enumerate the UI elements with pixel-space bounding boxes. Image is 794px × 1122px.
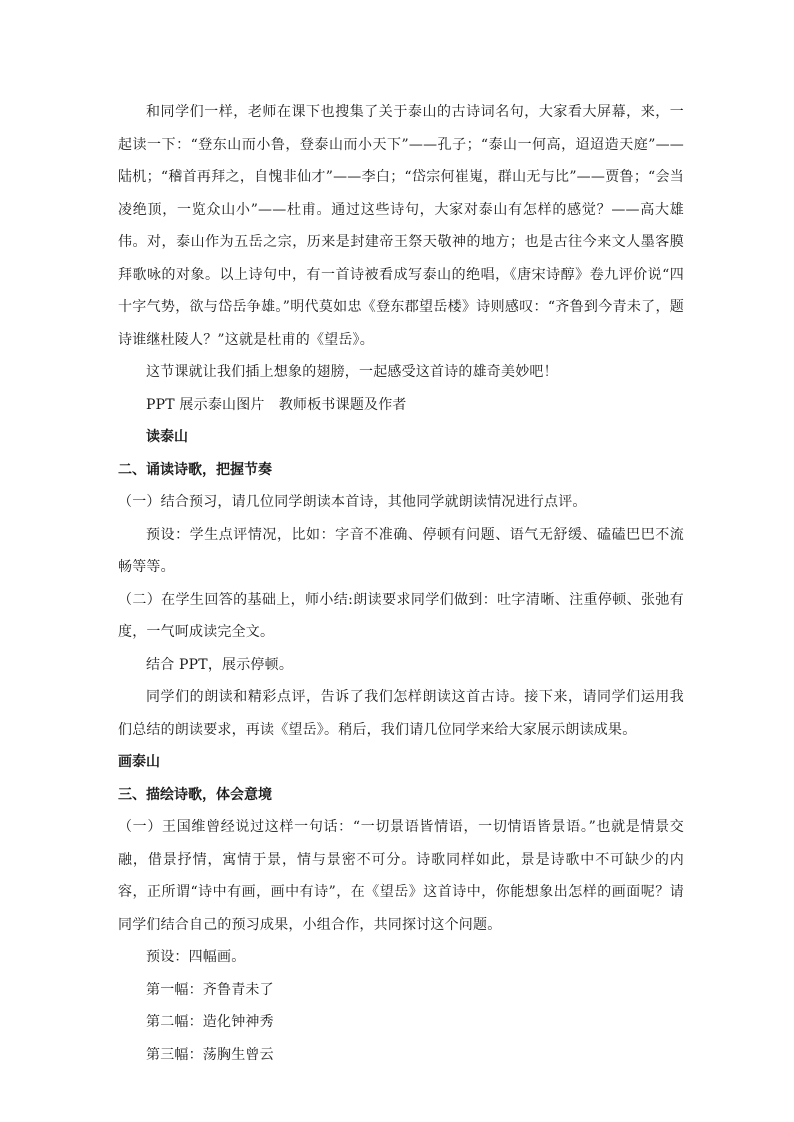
paint-item-1: （一）王国维曾经说过这样一句话：“一切景语皆情语，一切情语皆景语。”也就是情景交融，借景抒情，寓情于景，情与景密不可分。诗歌同样如此，景是诗歌中不可缺少的内容，正所谓“诗中有画，画中有诗”，在《望岳》这首诗中，你能想象出怎样的画面呢？请同学们结合自己的预习成果，小组合作，共同探讨这个问题。 [118, 819, 684, 933]
section-heading-read: 二、诵读诗歌，把握节奏 [118, 461, 272, 478]
read-item-1: （一）结合预习，请几位同学朗读本首诗，其他同学就朗读情况进行点评。 [118, 494, 587, 510]
read-preset-1: 预设：学生点评情况，比如：字音不准确、停顿有问题、语气无舒缓、磕磕巴巴不流畅等等。 [118, 526, 684, 575]
read-summary: 同学们的朗读和精彩点评，告诉了我们怎样朗读这首古诗。接下来，请同学们运用我们总结的朗读要求，再读《望岳》。稍后，我们请几位同学来给大家展示朗读成果。 [118, 689, 684, 738]
paint-frame-2: 第二幅：造化钟神秀 [146, 1014, 274, 1030]
read-item-2: （二）在学生回答的基础上，师小结:朗读要求同学们做到：吐字清晰、注重停顿、张弛有度，一气呵成读完全文。 [118, 591, 684, 640]
section-label-read: 读泰山 [146, 429, 188, 445]
wings-paragraph: 这节课就让我们插上想象的翅膀，一起感受这首诗的雄奇美妙吧！ [146, 364, 558, 380]
paint-frame-1: 第一幅：齐鲁青未了 [146, 981, 274, 998]
ppt-note: PPT 展示泰山图片 教师板书课题及作者 [146, 396, 407, 413]
intro-paragraph: 和同学们一样，老师在课下也搜集了关于泰山的古诗词名句，大家看大屏幕，来，一起读一下：“登东山而小鲁，登泰山而小天下”——孔子；“泰山一何高，迢迢造天庭”——陆机；“稽首再拜之，自愧非仙才”——李白；“岱宗何崔嵬，群山无与比”——贾鲁；“会当凌绝顶，一览众山小”——杜甫。通过这些诗句，大家对泰山有怎样的感觉？——高大雄伟。对，泰山作为五岳之宗，历来是封建帝王祭天敬神的地方；也是古往今来文人墨客膜拜歌咏的对象。以上诗句中，有一首诗被看成写泰山的绝唱，《唐宋诗醇》卷九评价说“四十字气势，欲与岱岳争雄。”明代莫如忠《登东郡望岳楼》诗则感叹：“齐鲁到今青未了，题诗谁继杜陵人？”这就是杜甫的《望岳》。 [118, 104, 684, 348]
document-body [118, 96, 684, 1071]
section-label-paint: 画泰山 [118, 754, 160, 770]
section-heading-paint: 三、描绘诗歌，体会意境 [118, 786, 272, 803]
paint-frame-3: 第三幅：荡胸生曾云 [146, 1046, 274, 1063]
read-ppt-pause: 结合 PPT，展示停顿。 [146, 656, 294, 673]
paint-preset: 预设：四幅画。 [146, 949, 246, 965]
